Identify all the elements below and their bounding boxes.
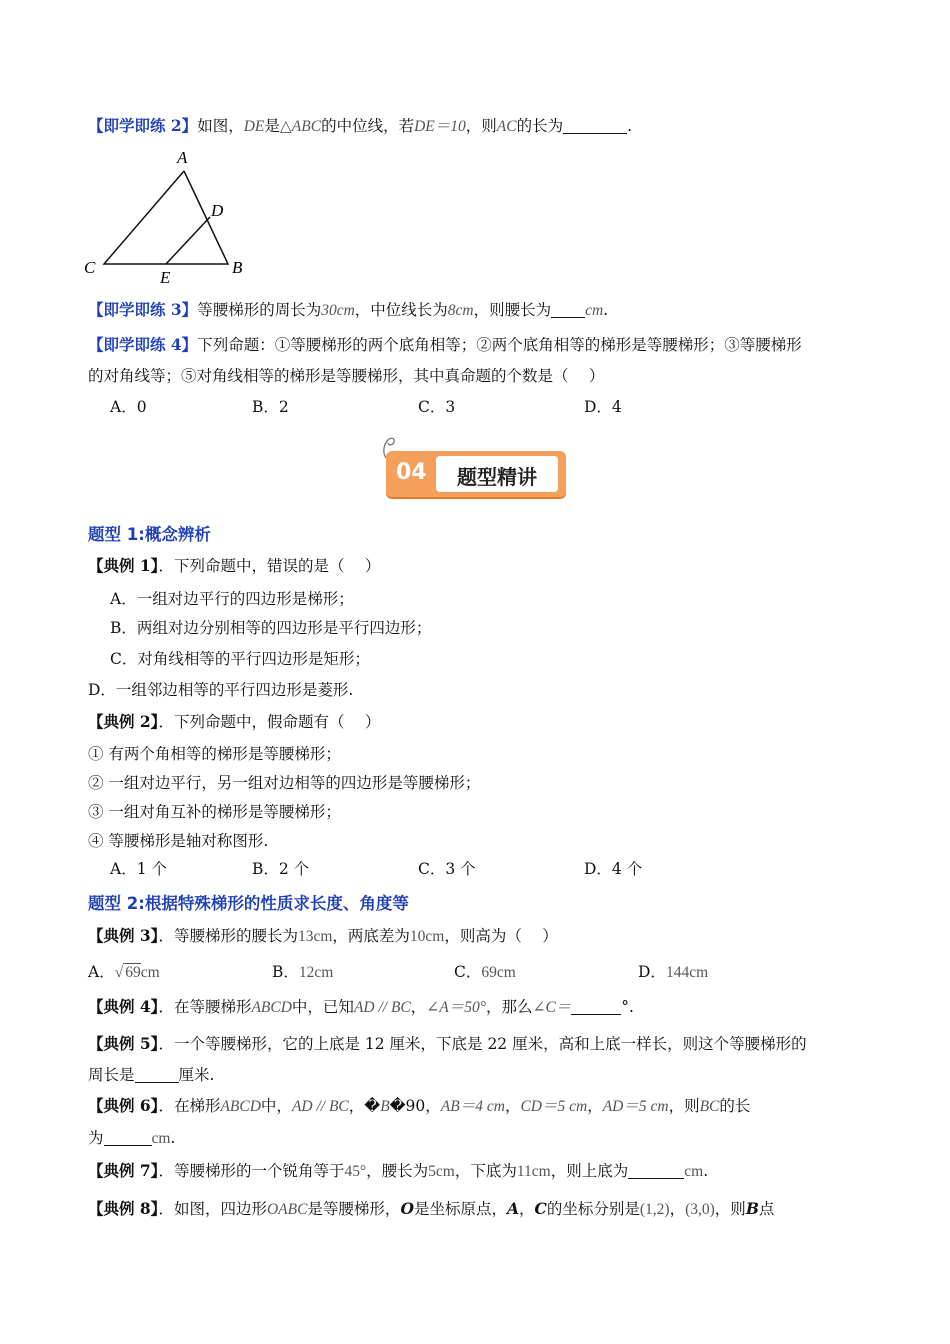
- text: 周长是: [88, 1066, 135, 1084]
- example-5-tag: 【典例 5】: [88, 1034, 159, 1053]
- point-label: A: [506, 1199, 519, 1218]
- text: 是: [264, 117, 280, 135]
- example-2-option-c[interactable]: C．3 个: [418, 860, 476, 878]
- practice-4-option-d[interactable]: D．4: [584, 398, 622, 416]
- text: ，中位线长为: [354, 301, 448, 319]
- math: ∠A＝50°: [426, 999, 486, 1016]
- math: △ABC: [279, 118, 322, 135]
- example-3: [88, 925, 558, 948]
- math: OABC: [266, 1201, 308, 1218]
- example-2-item-2: ② 一组对边平行，另一组对边相等的四边形是等腰梯形；: [88, 774, 481, 792]
- example-1-option-c[interactable]: C．对角线相等的平行四边形是矩形；: [110, 650, 370, 668]
- text: B．: [272, 963, 299, 981]
- type-1-heading: 题型 1:概念辨析: [88, 525, 211, 544]
- example-8: [88, 1198, 774, 1221]
- math: AC: [496, 118, 517, 135]
- text: ，: [587, 1097, 603, 1115]
- math: AD // BC: [291, 1098, 349, 1115]
- text: ．在梯形: [158, 1097, 221, 1115]
- text: 的坐标分别是: [546, 1200, 640, 1218]
- text: D．: [638, 963, 666, 981]
- example-5-line-2: [88, 1064, 214, 1086]
- math: 45°: [344, 1163, 367, 1180]
- text: ，: [519, 1200, 535, 1218]
- text: 下列命题：①等腰梯形的两个底角相等；②两个底角相等的梯形是等腰梯形；③等腰梯形: [197, 336, 802, 354]
- label-e: E: [160, 268, 171, 285]
- label-c: C: [84, 258, 96, 277]
- practice-3: [88, 299, 608, 322]
- example-2-item-3: ③ 一组对角互补的梯形是等腰梯形；: [88, 803, 341, 821]
- math: AD // BC: [353, 999, 411, 1016]
- example-6-line-2: [88, 1127, 175, 1150]
- example-6-tag: 【典例 6】: [88, 1096, 159, 1115]
- text: 中，: [260, 1097, 292, 1115]
- example-2-option-d[interactable]: D．4 个: [584, 860, 643, 878]
- text: 是坐标原点，: [413, 1200, 507, 1218]
- example-1: [88, 555, 380, 577]
- text: ，: [425, 1097, 441, 1115]
- text: °.: [621, 998, 634, 1016]
- text: 如图，: [197, 117, 244, 135]
- math: cm: [151, 1130, 171, 1147]
- math: ABCD: [220, 1098, 261, 1115]
- practice-4-option-b[interactable]: B．2: [252, 398, 289, 416]
- label-a: A: [177, 148, 188, 167]
- text: 中，已知: [291, 998, 354, 1016]
- section-badge: [386, 451, 566, 497]
- example-3-option-d[interactable]: [638, 961, 708, 984]
- math: BC: [699, 1098, 720, 1115]
- practice-4-line-2: 的对角线等；⑤对角线相等的梯形是等腰梯形，其中真命题的个数是（ ）: [88, 367, 605, 385]
- text: ．等腰梯形的腰长为: [158, 927, 298, 945]
- midline-de: [166, 217, 210, 264]
- text: 点: [758, 1200, 775, 1218]
- text: ，�: [348, 1097, 381, 1115]
- math: 144cm: [665, 964, 709, 981]
- example-1-option-a[interactable]: A．一组对边平行的四边形是梯形；: [110, 590, 354, 608]
- practice-2-tag: 【即学即练 2】: [88, 116, 198, 135]
- math: 30cm: [321, 302, 355, 319]
- example-3-option-b[interactable]: [272, 961, 333, 984]
- badge-title-box: [436, 456, 558, 492]
- text: ，: [669, 1200, 686, 1218]
- badge-number: 04: [396, 460, 427, 485]
- example-2-item-1: ① 有两个角相等的梯形是等腰梯形；: [88, 745, 341, 763]
- math: (3,0): [685, 1201, 715, 1218]
- math: cm: [585, 302, 604, 319]
- example-4: [88, 996, 634, 1019]
- label-d: D: [211, 201, 224, 220]
- text: 的中位线，若: [321, 117, 415, 135]
- math: B: [380, 1098, 390, 1115]
- text: C．: [454, 963, 482, 981]
- text: .: [603, 301, 609, 319]
- math: DE＝10: [414, 118, 466, 135]
- badge-title: 题型精讲: [457, 465, 537, 489]
- text: ．如图，四边形: [158, 1200, 267, 1218]
- text: 等腰梯形的周长为: [197, 301, 322, 319]
- text: ，则上底为: [550, 1162, 629, 1180]
- point-label: B: [745, 1199, 759, 1218]
- example-5-line-1: [88, 1033, 807, 1055]
- text: ．下列命题中，假命题有（ ）: [158, 713, 381, 731]
- text: ，那么: [485, 998, 533, 1016]
- math: ABCD: [251, 999, 292, 1016]
- text: ，则高为（ ）: [444, 927, 558, 945]
- example-1-tag: 【典例 1】: [88, 556, 159, 575]
- example-1-option-d[interactable]: D．一组邻边相等的平行四边形是菱形.: [88, 681, 354, 699]
- point-label: C: [534, 1199, 547, 1218]
- text: .: [170, 1129, 176, 1147]
- text: ．在等腰梯形: [158, 998, 252, 1016]
- math: CD＝5 cm: [520, 1098, 588, 1115]
- example-6-line-1: [88, 1095, 750, 1118]
- text: ，: [410, 998, 427, 1016]
- label-b: B: [232, 258, 243, 277]
- math: 5cm: [428, 1163, 455, 1180]
- text: �90: [389, 1097, 426, 1115]
- math: 69cm: [481, 964, 516, 981]
- example-4-tag: 【典例 4】: [88, 997, 159, 1016]
- practice-3-tag: 【即学即练 3】: [88, 300, 198, 319]
- text: A．: [88, 963, 115, 981]
- text: 厘米.: [178, 1066, 215, 1084]
- example-2: [88, 711, 380, 733]
- text: ，则腰长为: [473, 301, 552, 319]
- practice-4-tag: 【即学即练 4】: [88, 335, 198, 354]
- practice-4-option-c[interactable]: C．3: [418, 398, 456, 416]
- text: ，则: [714, 1200, 746, 1218]
- math: AD＝5 cm: [602, 1098, 669, 1115]
- text: 为: [88, 1129, 104, 1147]
- example-7-tag: 【典例 7】: [88, 1161, 159, 1180]
- practice-4-line-1: [88, 334, 802, 356]
- math: ∠C＝: [532, 999, 572, 1016]
- text: ．下列命题中，错误的是（ ）: [158, 557, 381, 575]
- math: 69: [125, 964, 141, 981]
- text: ，: [504, 1097, 521, 1115]
- math: cm: [684, 1163, 704, 1180]
- example-2-tag: 【典例 2】: [88, 712, 159, 731]
- practice-4-option-a[interactable]: A．0: [110, 398, 147, 416]
- math: AB＝4 cm: [440, 1098, 505, 1115]
- text: ．一个等腰梯形，它的上底是 12 厘米，下底是 22 厘米，高和上底一样长，则这个等腰梯形的: [158, 1035, 807, 1053]
- example-3-option-a[interactable]: [88, 961, 160, 984]
- example-7: [88, 1160, 708, 1183]
- answer-blank[interactable]: [563, 117, 627, 134]
- answer-blank[interactable]: [135, 1066, 179, 1083]
- example-8-tag: 【典例 8】: [88, 1199, 159, 1218]
- text: .: [703, 1162, 709, 1180]
- math: cm: [140, 964, 160, 981]
- math: 13cm: [297, 928, 333, 945]
- point-label: O: [400, 1199, 414, 1218]
- text: .: [627, 117, 633, 135]
- text: ，则: [668, 1097, 700, 1115]
- practice-2: [88, 115, 632, 138]
- text: ，两底差为: [332, 927, 410, 945]
- triangle-figure: [80, 145, 260, 285]
- answer-blank[interactable]: [571, 998, 621, 1015]
- math: (1,2): [639, 1201, 670, 1218]
- text: 的长为: [516, 117, 564, 135]
- text: 的长: [719, 1097, 751, 1115]
- example-3-option-c[interactable]: [454, 961, 516, 984]
- text: ，下底为: [454, 1162, 517, 1180]
- sqrt-sign: √: [114, 964, 124, 981]
- math: 10cm: [409, 928, 445, 945]
- example-2-item-4: ④ 等腰梯形是轴对称图形.: [88, 832, 269, 850]
- text: ，腰长为: [366, 1162, 429, 1180]
- text: ，则: [465, 117, 497, 135]
- example-1-option-b[interactable]: B．两组对边分别相等的四边形是平行四边形；: [110, 619, 432, 637]
- math: 12cm: [298, 964, 334, 981]
- answer-blank[interactable]: [628, 1162, 684, 1179]
- example-3-tag: 【典例 3】: [88, 926, 159, 945]
- example-2-option-b[interactable]: B．2 个: [252, 860, 310, 878]
- text: ．等腰梯形的一个锐角等于: [158, 1162, 345, 1180]
- math: DE: [243, 118, 265, 135]
- math: 11cm: [516, 1163, 551, 1180]
- example-2-option-a[interactable]: A．1 个: [110, 860, 167, 878]
- type-2-heading: 题型 2:根据特殊梯形的性质求长度、角度等: [88, 894, 409, 913]
- math: 8cm: [447, 302, 474, 319]
- text: 是等腰梯形，: [307, 1200, 401, 1218]
- answer-blank[interactable]: [551, 301, 585, 318]
- answer-blank[interactable]: [104, 1129, 152, 1146]
